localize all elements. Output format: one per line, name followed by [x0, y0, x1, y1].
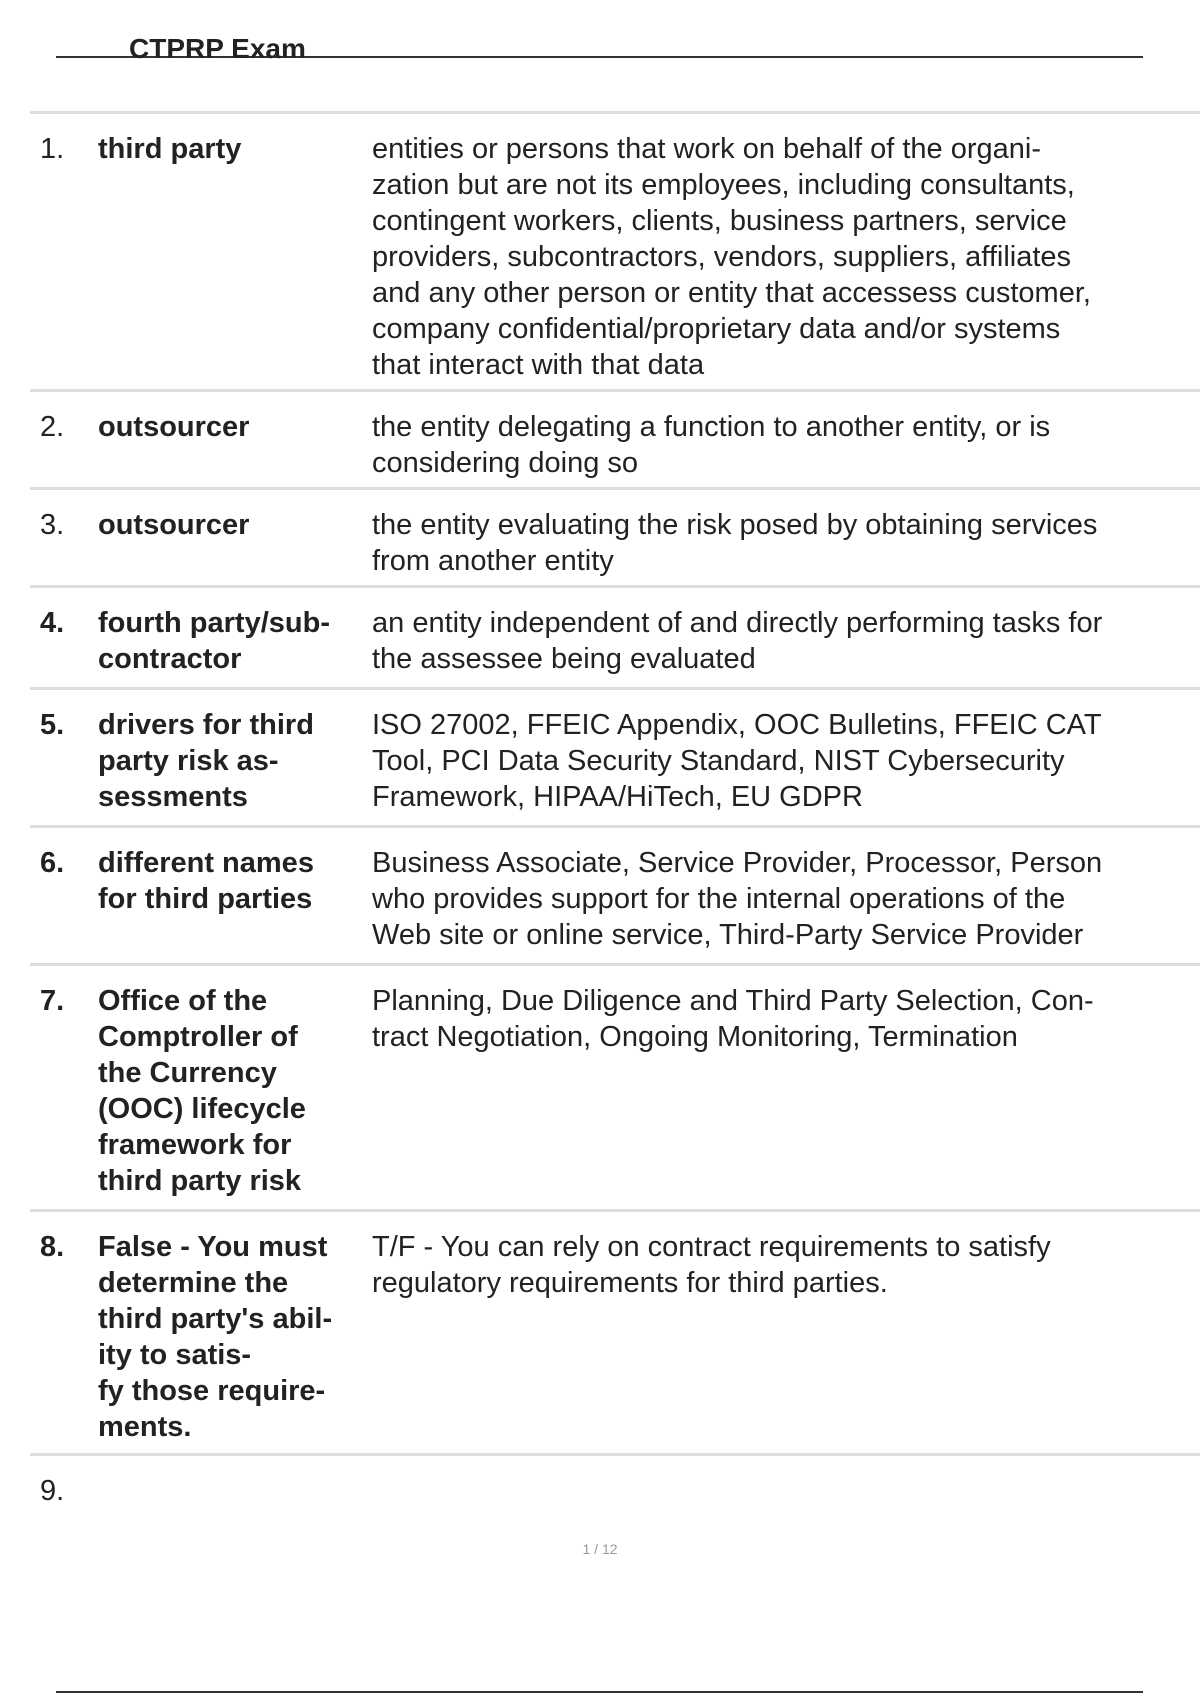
page-indicator: 1 / 12 [582, 1541, 618, 1557]
card-number: 6. [40, 847, 65, 879]
term-line: False - You must [98, 1231, 328, 1263]
flashcard-row [30, 585, 1200, 687]
card-number: 1. [40, 133, 65, 165]
card-term [98, 983, 373, 1199]
card-term [98, 707, 373, 815]
card-definition [372, 507, 1200, 579]
flashcard-row [30, 825, 1200, 963]
definition-line: tract Negotiation, Ongoing Monitoring, Termination [372, 1021, 1018, 1053]
term-line: party risk as- [98, 745, 279, 777]
document-title: CTPRP Exam [129, 33, 306, 64]
definition-line: Framework, HIPAA/HiTech, EU GDPR [372, 781, 863, 813]
term-line: third party's abil- [98, 1303, 333, 1335]
definition-line: contingent workers, clients, business partners, service [372, 205, 1067, 237]
definition-line: considering doing so [372, 447, 639, 479]
card-definition [372, 983, 1200, 1055]
definition-line: ISO 27002, FFEIC Appendix, OOC Bulletins, FFEIC CAT [372, 709, 1102, 741]
term-line: determine the [98, 1267, 289, 1299]
card-definition [372, 845, 1200, 953]
term-line: fourth party/sub- [98, 607, 330, 639]
definition-line: an entity independent of and directly performing tasks for [372, 607, 1103, 639]
definition-line: Tool, PCI Data Security Standard, NIST Cybersecurity [372, 745, 1065, 777]
flashcard-row [30, 1453, 1200, 1533]
definition-line: T/F - You can rely on contract requirements to satisfy [372, 1231, 1051, 1263]
card-number: 5. [40, 709, 65, 741]
term-line: sessments [98, 781, 248, 813]
term-line: outsourcer [98, 509, 250, 541]
page-header [56, 30, 1143, 64]
definition-line: that interact with that data [372, 349, 705, 381]
card-term [98, 845, 373, 917]
flashcard-row [30, 487, 1200, 585]
flashcard-row [30, 389, 1200, 487]
card-term [98, 1229, 373, 1445]
card-definition [372, 409, 1200, 481]
term-line: (OOC) lifecycle [98, 1093, 306, 1125]
flashcard-row [30, 687, 1200, 825]
definition-line: the assessee being evaluated [372, 643, 756, 675]
term-line: Comptroller of [98, 1021, 298, 1053]
term-line: for third parties [98, 883, 313, 915]
term-line: the Currency [98, 1057, 277, 1089]
term-line: Office of the [98, 985, 268, 1017]
definition-line: the entity delegating a function to another entity, or is [372, 411, 1051, 443]
card-definition [372, 131, 1200, 383]
term-line: drivers for third [98, 709, 314, 741]
card-term [98, 131, 373, 167]
term-line: framework for [98, 1129, 292, 1161]
definition-line: and any other person or entity that accessess customer, [372, 277, 1091, 309]
definition-line: the entity evaluating the risk posed by obtaining services [372, 509, 1098, 541]
flashcard-row [30, 963, 1200, 1209]
card-term [98, 409, 373, 445]
term-line: different names [98, 847, 314, 879]
card-number: 3. [40, 509, 65, 541]
card-number: 7. [40, 985, 65, 1017]
term-line: third party [98, 133, 242, 165]
term-line: contractor [98, 643, 242, 675]
definition-line: Planning, Due Diligence and Third Party Selection, Con- [372, 985, 1094, 1017]
definition-line: Business Associate, Service Provider, Processor, Person [372, 847, 1103, 879]
card-term [98, 605, 373, 677]
card-number: 4. [40, 607, 65, 639]
term-line: fy those require- [98, 1375, 326, 1407]
term-line: third party risk [98, 1165, 302, 1197]
flashcard-list [30, 111, 1200, 1533]
term-line: ments. [98, 1411, 192, 1443]
card-term [98, 507, 373, 543]
card-definition [372, 707, 1200, 815]
definition-line: who provides support for the internal operations of the [372, 883, 1066, 915]
footer-divider [56, 1691, 1143, 1693]
term-line: ity to satis- [98, 1339, 252, 1371]
definition-line: from another entity [372, 545, 614, 577]
term-line: outsourcer [98, 411, 250, 443]
definition-line: Web site or online service, Third-Party Service Provider [372, 919, 1084, 951]
card-number: 8. [40, 1231, 65, 1263]
definition-line: zation but are not its employees, including consultants, [372, 169, 1075, 201]
card-definition [372, 1229, 1200, 1301]
definition-line: regulatory requirements for third parties. [372, 1267, 888, 1299]
flashcard-row [30, 1209, 1200, 1453]
definition-line: company confidential/proprietary data and/or systems [372, 313, 1061, 345]
card-definition [372, 605, 1200, 677]
card-number: 9. [40, 1475, 65, 1507]
definition-line: entities or persons that work on behalf of the organi- [372, 133, 1041, 165]
flashcard-row [30, 111, 1200, 389]
definition-line: providers, subcontractors, vendors, suppliers, affiliates [372, 241, 1072, 273]
card-number: 2. [40, 411, 65, 443]
